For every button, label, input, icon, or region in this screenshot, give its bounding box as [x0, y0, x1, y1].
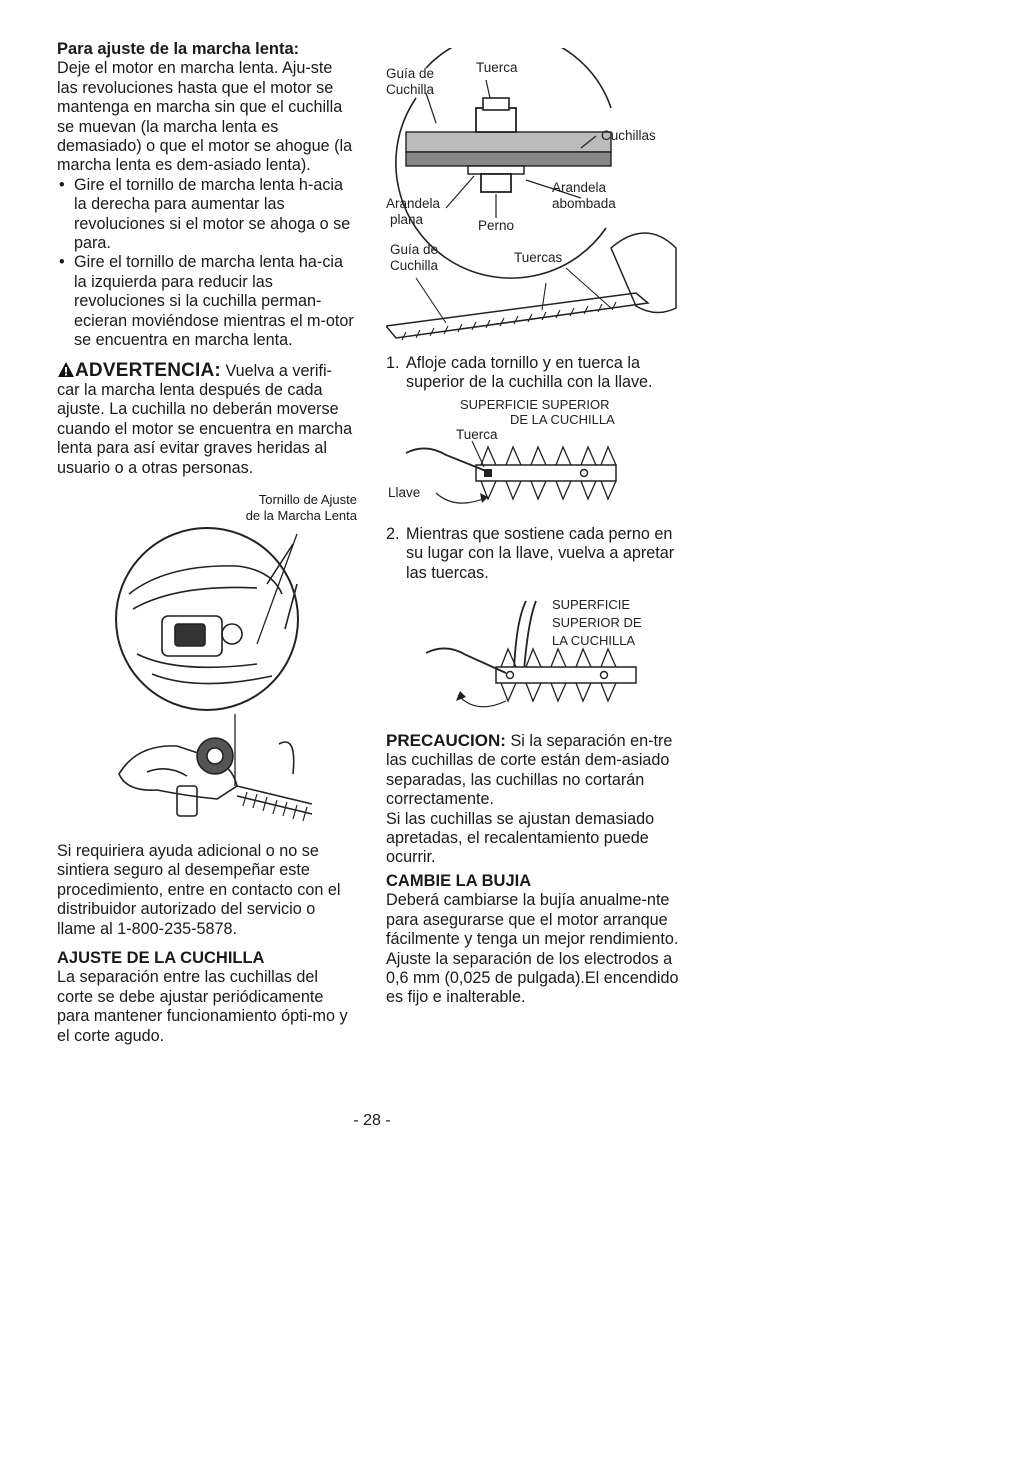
surface-label-a: SUPERFICIE — [552, 597, 631, 613]
blade-assembly-diagram — [386, 48, 686, 348]
bullet-increase: • Gire el tornillo de marcha lenta h-acia la derecha para aumentar las revoluciones si el motor se ahoga o se para. — [57, 176, 357, 254]
label-arandela-abombada-2: abombada — [552, 196, 616, 211]
caution-title: PRECAUCION: — [386, 731, 506, 751]
idle-heading: Para ajuste de la marcha lenta: — [57, 40, 300, 58]
caution-text: Si la separación en-tre las cuchillas de corte están dem-asiado separadas, las cuchillas no cortarán correctamente. — [386, 732, 673, 809]
blade-upper-teeth-2 — [501, 649, 616, 667]
blade-cross-section-2 — [496, 667, 636, 683]
nut-top — [483, 98, 509, 110]
figure-caption-line1: Tornillo de Ajuste — [258, 491, 357, 507]
step-2-number: 2. — [386, 524, 400, 543]
vertical-wrench-edge — [524, 601, 536, 671]
rotation-arrow-icon — [436, 493, 488, 503]
llave-label: Llave — [388, 484, 421, 500]
label-cuchilla-2: Cuchilla — [390, 258, 439, 273]
blade-plate-top — [406, 132, 611, 152]
detail-arc-top — [426, 48, 611, 108]
detail-circle — [116, 528, 298, 710]
label-arandela-plana-1: Arandela — [386, 196, 441, 211]
trimmer-body — [119, 738, 312, 816]
arrowhead-2-icon — [456, 691, 466, 701]
label-cuchillas: Cuchillas — [601, 128, 656, 143]
surface-label-line2: DE LA CUCHILLA — [510, 411, 615, 427]
figure-caption — [57, 492, 357, 524]
tighten-nut-diagram — [386, 591, 686, 721]
label-guia-de-1: Guía de — [386, 66, 435, 81]
left-column — [57, 40, 357, 1046]
tuerca-label: Tuerca — [456, 426, 498, 442]
step-2-text: Mientras que sostiene cada perno en su lugar con la llave, vuelva a apretar las tuercas. — [406, 524, 675, 582]
page-number: - 28 - — [353, 1112, 391, 1129]
step-1 — [386, 354, 686, 393]
blade-plate-bottom — [406, 152, 611, 166]
help-paragraph: Si requiriera ayuda adicional o no se sintiera seguro al desempeñar este procedimiento, entre en contacto con el distribuidor autorizado del servicio o llame al 1-800-235-5878. — [57, 841, 341, 938]
blade-heading: AJUSTE DE LA CUCHILLA — [57, 948, 265, 967]
warning-block — [57, 361, 357, 478]
blade-upper-teeth — [481, 447, 616, 465]
bullet-decrease: • Gire el tornillo de marcha lenta ha-cia la izquierda para reducir las revoluciones si la cuchilla perman-ecieran moviéndose mientras el m-otor se encuentra en marcha lenta. — [57, 253, 357, 350]
horizontal-wrench-icon — [426, 648, 506, 673]
tuerca-leader — [472, 441, 484, 467]
washer-shape — [468, 166, 524, 174]
figure-caption-line2: de la Marcha Lenta — [245, 507, 357, 523]
label-tuercas: Tuercas — [514, 250, 563, 265]
blade-paragraph: La separación entre las cuchillas del corte se debe ajustar periódicamente para mantener funcionamiento ópti-mo y el corte agudo. — [57, 968, 348, 1045]
bolt-head — [481, 174, 511, 192]
idle-bullets — [57, 176, 357, 351]
label-perno: Perno — [478, 218, 515, 233]
label-tuerca: Tuerca — [476, 60, 518, 75]
surface-label-b: SUPERIOR DE — [552, 615, 642, 631]
blade-cross-section — [476, 465, 616, 481]
label-guia-de-2: Guía de — [390, 242, 439, 257]
warning-title: ADVERTENCIA: — [75, 359, 221, 381]
trimmer-blade-bar — [386, 293, 648, 338]
step-1-number: 1. — [386, 354, 400, 372]
right-column — [386, 40, 686, 1008]
warning-text: Vuelva a verifi- car la marcha lenta después de cada ajuste. La cuchilla no deberán moverse cuando el motor se encuentra en marcha lenta para así evitar graves heridas al usuario o a otras personas. — [57, 361, 353, 477]
blade-lower-teeth-2 — [501, 683, 616, 701]
warning-icon — [57, 361, 75, 378]
label-cuchilla-1: Cuchilla — [386, 82, 435, 97]
step-2 — [386, 525, 686, 583]
nut-shape — [476, 108, 516, 132]
trimmer-teeth — [243, 792, 307, 821]
idle-screw-illustration — [57, 524, 357, 824]
spark-paragraph: Deberá cambiarse la bujía anualme-nte para asegurarse que el motor arranque fácilmente y tenga un mejor rendimiento. Ajuste la separación de los electrodos a 0,6 mm (0,025 de pulgada).El encendido es fijo e inalterable. — [386, 891, 679, 1007]
label-arandela-plana-2: plana — [390, 212, 424, 227]
loosen-nut-diagram — [386, 393, 686, 513]
wrench-icon — [406, 448, 486, 471]
surface-label-line1: SUPERFICIE SUPERIOR — [460, 396, 610, 412]
surface-label-c: LA CUCHILLA — [552, 633, 636, 649]
caution-text-2: Si las cuchillas se ajustan demasiado apretadas, el recalentamiento puede ocurrir. — [386, 809, 655, 867]
caution-block — [386, 731, 686, 810]
label-arandela-abombada-1: Arandela — [552, 180, 607, 195]
spark-heading: CAMBIE LA BUJIA — [386, 871, 532, 890]
step-1-text: Afloje cada tornillo y en tuerca la superior de la cuchilla con la llave. — [406, 354, 653, 392]
blade-lower-teeth — [481, 481, 616, 499]
idle-paragraph: Deje el motor en marcha lenta. Aju-ste las revoluciones hasta que el motor se mantenga en marcha sin que el cuchilla se muevan (la marcha lenta es demasiado) o que el motor se ahogue (la marcha lenta es dem-asiado lenta). — [57, 59, 353, 175]
